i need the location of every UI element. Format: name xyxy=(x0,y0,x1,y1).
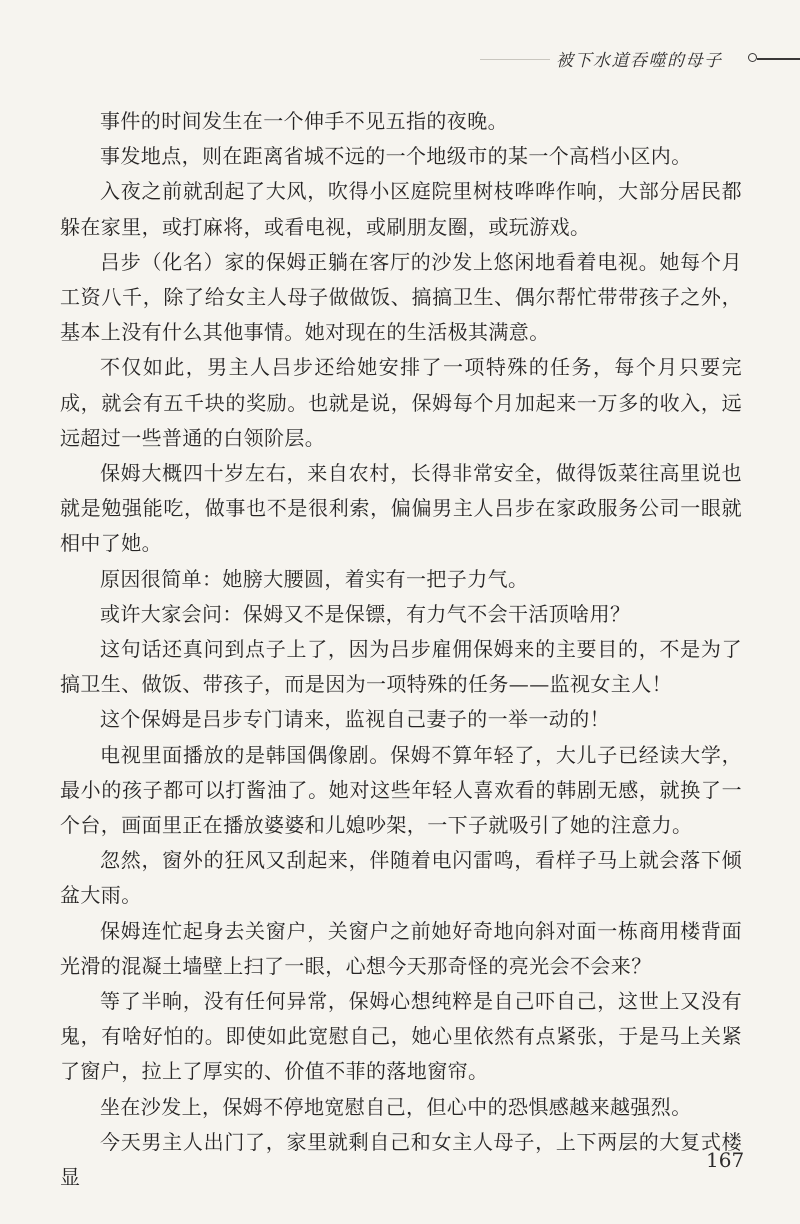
paragraph: 今天男主人出门了，家里就剩自己和女主人母子，上下两层的大复式楼显 xyxy=(60,1129,742,1190)
paragraph: 等了半晌，没有任何异常，保姆心想纯粹是自己吓自己，这世上又没有鬼，有啥好怕的。即使如此宽慰自己，她心里依然有点紧张，于是马上关紧了窗户，拉上了厚实的、价值不菲的落地窗帘。 xyxy=(60,989,742,1084)
header-rule-left xyxy=(480,59,550,60)
paragraph: 不仅如此，男主人吕步还给她安排了一项特殊的任务，每个月只要完成，就会有五千块的奖励。也就是说，保姆每个月加起来一万多的收入，远远超过一些普通的白领阶层。 xyxy=(60,355,742,450)
paragraph: 这个保姆是吕步专门请来，监视自己妻子的一举一动的！ xyxy=(100,707,610,732)
paragraph: 原因很简单：她膀大腰圆，着实有一把子力气。 xyxy=(100,566,529,591)
paragraph: 保姆大概四十岁左右，来自农村，长得非常安全，做得饭菜往高里说也就是勉强能吃，做事也不是很利索，偏偏男主人吕步在家政服务公司一眼就相中了她。 xyxy=(60,461,742,556)
page-number: 167 xyxy=(706,1148,745,1172)
paragraph: 吕步（化名）家的保姆正躺在客厅的沙发上悠闲地看着电视。她每个月工资八千，除了给女主人母子做做饭、搞搞卫生、偶尔帮忙带带孩子之外，基本上没有什么其他事情。她对现在的生活极其满意。 xyxy=(60,249,742,345)
paragraph: 或许大家会问：保姆又不是保镖，有力气不会干活顶啥用？ xyxy=(100,601,631,626)
paragraph: 保姆连忙起身去关窗户，关窗户之前她好奇地向斜对面一栋商用楼背面光滑的混凝土墙壁上扫了一眼，心想今天那奇怪的亮光会不会来？ xyxy=(60,918,742,978)
paragraph: 这句话还真问到点子上了，因为吕步雇佣保姆来的主要目的，不是为了搞卫生、做饭、带孩子，而是因为一项特殊的任务——监视女主人！ xyxy=(60,637,742,697)
chapter-title: 被下水道吞噬的母子 xyxy=(556,51,723,71)
running-header xyxy=(0,44,800,74)
header-rule-right xyxy=(757,58,800,60)
paragraph: 电视里面播放的是韩国偶像剧。保姆不算年轻了，大儿子已经读大学，最小的孩子都可以打酱油了。她对这些年轻人喜欢看的韩剧无感，就换了一个台，画面里正在播放婆婆和儿媳吵架，一下子就吸引了她的注意力。 xyxy=(60,742,742,838)
circle-ornament-icon xyxy=(748,53,757,62)
paragraph: 事件的时间发生在一个伸手不见五指的夜晚。 xyxy=(100,109,508,133)
body-text xyxy=(60,104,745,1195)
paragraph: 忽然，窗外的狂风又刮起来，伴随着电闪雷鸣，看样子马上就会落下倾盆大雨。 xyxy=(60,848,742,908)
paragraph: 坐在沙发上，保姆不停地宽慰自己，但心中的恐惧感越来越强烈。 xyxy=(100,1094,692,1119)
paragraph: 入夜之前就刮起了大风，吹得小区庭院里树枝哗哗作响，大部分居民都躲在家里，或打麻将，或看电视，或刷朋友圈，或玩游戏。 xyxy=(60,179,742,239)
paragraph: 事发地点，则在距离省城不远的一个地级市的某一个高档小区内。 xyxy=(100,144,692,169)
